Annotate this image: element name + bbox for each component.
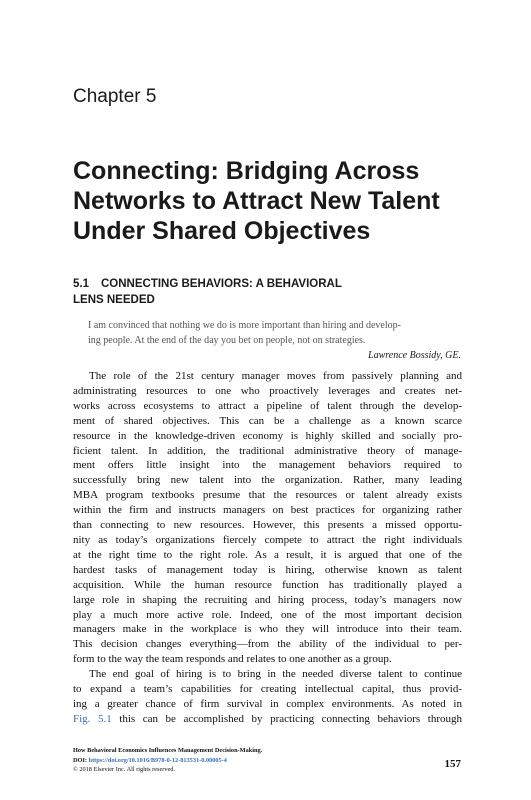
page-number: 157	[444, 758, 461, 770]
body-line: within the firm and instructs managers on best practices for organizing rather	[73, 504, 462, 517]
body-line: MBA program textbooks presume that the resources or talent already exists	[73, 489, 462, 502]
body-line: This decision changes everything—from the ability of the individual to per-	[73, 638, 462, 651]
body-line: large role in shaping the recruiting and hiring process, today’s managers now	[73, 593, 462, 606]
body-line: nity as today’s organizations fiercely compete to attract the right individuals	[73, 533, 462, 546]
section-title-line: LENS NEEDED	[73, 294, 155, 306]
body-line: form to the way the team responds and relates to one another as a group.	[73, 653, 392, 666]
body-line: acquisition. While the human resource function has traditionally played a	[73, 578, 462, 591]
body-line: than connecting to new resources. However, this presents a missed opportu-	[73, 519, 462, 532]
body-line: ing a greater chance of firm survival in complex environments. As noted in	[73, 697, 462, 710]
doi-link[interactable]: https://doi.org/10.1016/B978-0-12-813531-0.00005-4	[88, 756, 227, 764]
body-line: hardest tasks of management today is hiring, otherwise known as talent	[73, 563, 462, 576]
body-line: at the right time to the right role. As a result, it is argued that one of the	[73, 548, 462, 561]
chapter-title-line: Connecting: Bridging Across	[73, 157, 420, 185]
doi-label: DOI:	[73, 756, 89, 764]
section-title-line: CONNECTING BEHAVIORS: A BEHAVIORAL	[101, 278, 342, 290]
body-line: resource in the knowledge-driven economy is highly skilled and socially pro-	[73, 429, 462, 442]
book-title: How Behavioral Economics Influences Management Decision-Making.	[73, 747, 263, 754]
epigraph-line: I am convinced that nothing we do is more important than hiring and develop-	[88, 320, 401, 331]
body-line: play a much more active role. Indeed, one of the most important decision	[73, 608, 462, 621]
chapter-label: Chapter 5	[73, 86, 157, 107]
body-text	[73, 369, 462, 727]
chapter-title	[73, 156, 493, 246]
body-line: administrating resources to one who proactively leverages and creates net-	[73, 384, 462, 397]
chapter-title-line: Under Shared Objectives	[73, 217, 371, 245]
page-footer	[73, 746, 463, 775]
body-line: managers make in the workplace is who they will introduce into their team.	[73, 623, 462, 636]
body-line: to expand a team’s capabilities for creating intellectual capital, thus provid-	[73, 683, 462, 696]
epigraph-attribution: Lawrence Bossidy, GE.	[368, 350, 461, 361]
epigraph	[88, 318, 461, 363]
body-line: The role of the 21st century manager moves from passively planning and	[89, 370, 462, 382]
epigraph-line: ing people. At the end of the day you bet on people, not on strategies.	[88, 335, 366, 346]
body-line: successfully bring new talent into the organization. Rather, many leading	[73, 474, 462, 487]
body-line: ment offers little insight into the management behaviors required to	[73, 459, 462, 472]
body-line	[73, 712, 462, 727]
section-heading	[73, 276, 473, 308]
body-line: The end goal of hiring is to bring in the needed diverse talent to continue	[89, 668, 462, 681]
figure-link[interactable]: Fig. 5.1	[73, 712, 112, 725]
body-line: ment of shared objectives. This can be a challenge as a known scarce	[73, 414, 462, 427]
section-number: 5.1	[73, 278, 89, 290]
copyright: © 2018 Elsevier Inc. All rights reserved.	[73, 766, 176, 773]
body-line-text: this can be accomplished by practicing connecting behaviors through	[111, 712, 462, 725]
body-line: ficient talent. In addition, the traditional administrative theory of manage-	[73, 444, 462, 457]
chapter-title-line: Networks to Attract New Talent	[73, 187, 440, 215]
body-line: works across ecosystems to attract a pipeline of talent through the develop-	[73, 399, 462, 412]
doi-line	[73, 756, 463, 766]
